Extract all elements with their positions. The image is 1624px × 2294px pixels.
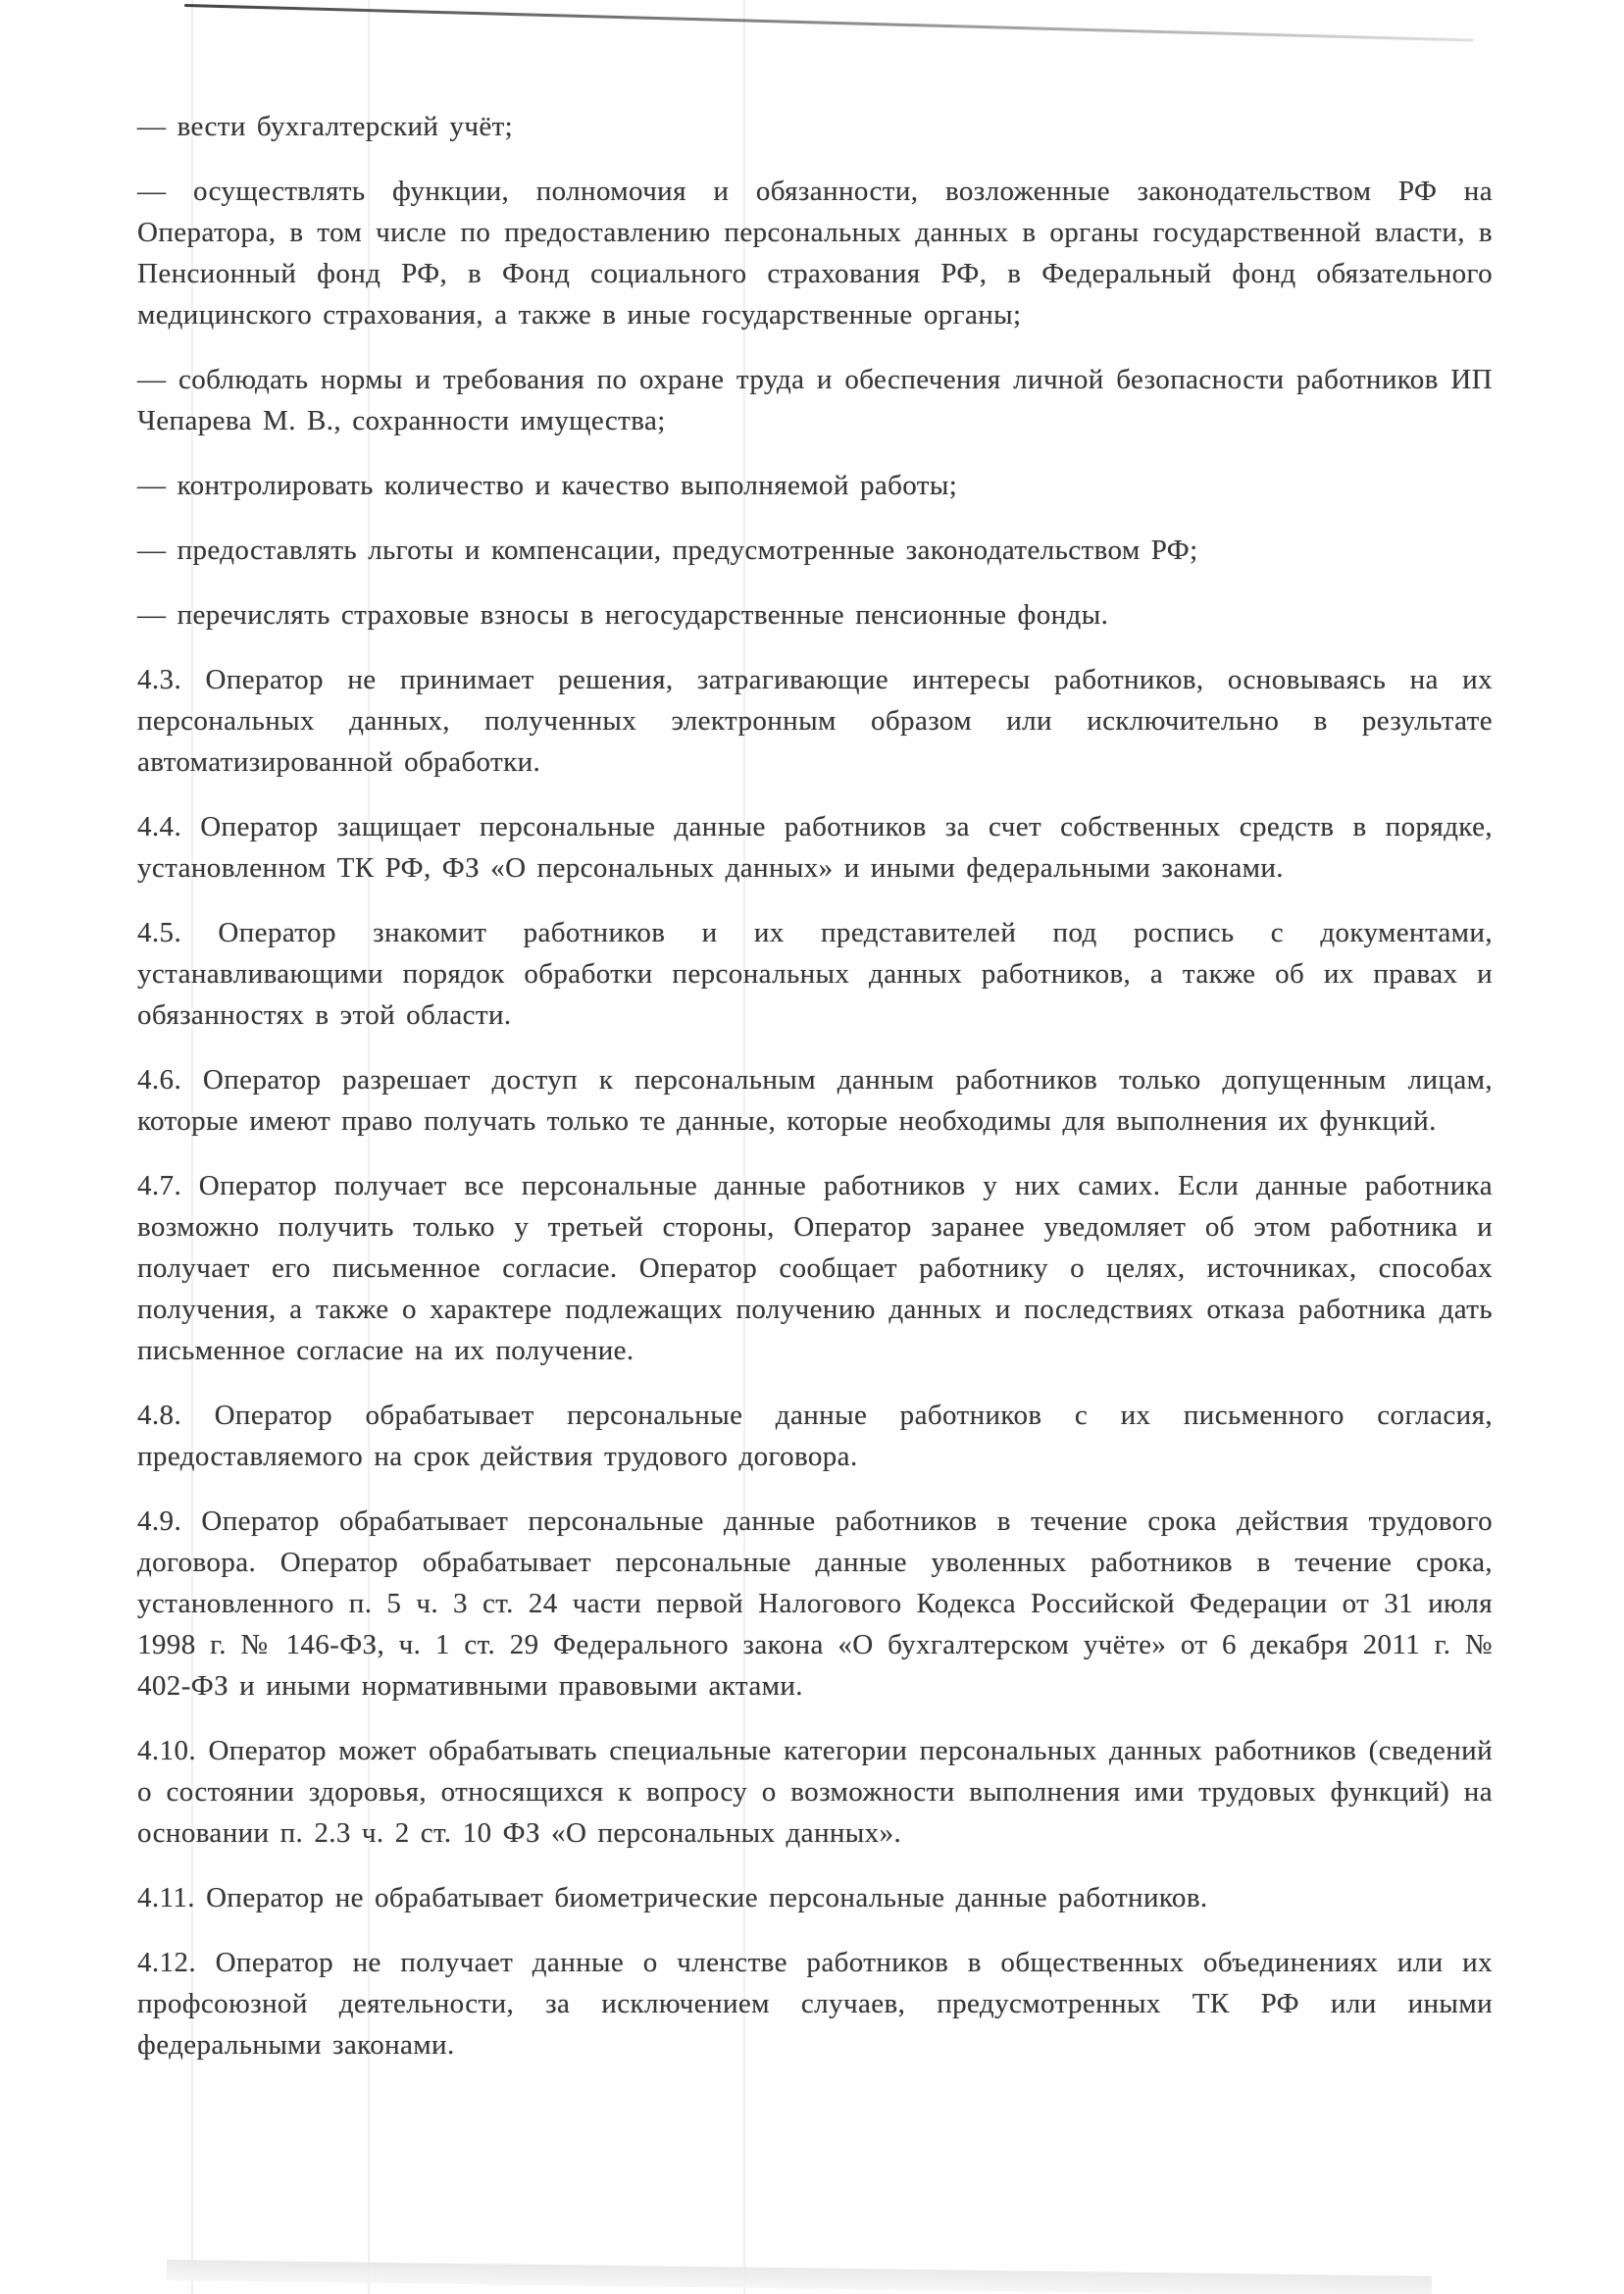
clause-number: 4.5. [137,917,182,948]
bullet-dash: — [137,535,167,566]
clause-number: 4.12. [137,1947,196,1978]
bullet-dash: — [137,599,167,631]
clause-4-9 [137,1501,1493,1707]
bullet-item-quality-control [137,465,1493,506]
clause-number: 4.11. [137,1882,195,1913]
clause-number: 4.10. [137,1735,196,1766]
document-body [137,106,1493,2089]
clause-number: 4.9. [137,1505,182,1537]
clause-4-11 [137,1877,1493,1918]
clause-number: 4.3. [137,664,182,695]
clause-number: 4.4. [137,811,182,842]
clause-text: Оператор обрабатывает персональные данные работников с их письменного согласия, предоставляемого на срок действия трудового договора. [137,1400,1493,1472]
clause-4-10 [137,1730,1493,1854]
scan-bottom-shadow-artifact [167,2260,1432,2294]
clause-text: Оператор знакомит работников и их представителей под роспись с документами, устанавливающими порядок обработки персональных данных работников, а также об их правах и обязанностях в этой области. [137,917,1493,1031]
bullet-item-benefits [137,530,1493,571]
clause-4-12 [137,1942,1493,2065]
bullet-text: контролировать количество и качество выполняемой работы; [177,470,958,501]
clause-4-5 [137,912,1493,1036]
clause-4-6 [137,1059,1493,1142]
bullet-text: предоставлять льготы и компенсации, предусмотренные законодательством РФ; [177,535,1198,566]
scan-top-edge-artifact [184,4,1474,42]
bullet-dash: — [137,176,167,207]
bullet-text: перечислять страховые взносы в негосударственные пенсионные фонды. [177,599,1109,631]
bullet-text: вести бухгалтерский учёт; [177,111,514,142]
clause-number: 4.8. [137,1400,182,1431]
bullet-item-functions [137,171,1493,335]
bullet-text: соблюдать нормы и требования по охране труда и обеспечения личной безопасности работников ИП Чепарева М. В., сохранности имущества; [137,364,1493,436]
clause-text: Оператор разрешает доступ к персональным данным работников только допущенным лицам, которые имеют право получать только те данные, которые необходимы для выполнения их функций. [137,1064,1493,1137]
bullet-item-labor-safety [137,359,1493,441]
clause-text: Оператор не получает данные о членстве работников в общественных объединениях или их профсоюзной деятельности, за исключением случаев, предусмотренных ТК РФ или иными федеральными законами. [137,1947,1494,2061]
clause-4-4 [137,806,1493,889]
bullet-text: осуществлять функции, полномочия и обязанности, возложенные законодательством РФ на Оператора, в том числе по предоставлению персональных данных в органы государственной власти, в Пенсионный фонд РФ, в Фонд социального страхования РФ, в Федеральный фонд обязательного медицинского страхования, а также в иные государственные органы; [137,176,1493,331]
bullet-item-accounting [137,106,1493,147]
clause-number: 4.7. [137,1170,182,1201]
bullet-dash: — [137,364,167,395]
clause-4-7 [137,1165,1493,1371]
clause-text: Оператор не обрабатывает биометрические персональные данные работников. [206,1882,1208,1913]
bullet-item-pension-contributions [137,594,1493,636]
clause-text: Оператор обрабатывает персональные данные работников в течение срока действия трудового договора. Оператор обрабатывает персональные данные уволенных работников в течение срока, установленного п. 5 ч. 3 ст. 24 части первой Налогового Кодекса Российской Федерации от 31 июля 1998 г. № 146-ФЗ, ч. 1 ст. 29 Федерального закона «О бухгалтерском учёте» от 6 декабря 2011 г. № 402-ФЗ и иными нормативными правовыми актами. [137,1505,1493,1702]
clause-4-8 [137,1395,1493,1477]
clause-text: Оператор защищает персональные данные работников за счет собственных средств в порядке, установленном ТК РФ, ФЗ «О персональных данных» и иными федеральными законами. [137,811,1493,884]
bullet-dash: — [137,111,167,142]
bullet-dash: — [137,470,167,501]
clause-4-3 [137,659,1493,783]
clause-text: Оператор получает все персональные данные работников у них самих. Если данные работника возможно получить только у третьей стороны, Оператор заранее уведомляет об этом работника и получает его письменное согласие. Оператор сообщает работнику о целях, источниках, способах получения, а также о характере подлежащих получению данных и последствиях отказа работника дать письменное согласие на их получение. [137,1170,1493,1366]
clause-text: Оператор не принимает решения, затрагивающие интересы работников, основываясь на их персональных данных, полученных электронным образом или исключительно в результате автоматизированной обработки. [137,664,1494,778]
clause-number: 4.6. [137,1064,182,1096]
clause-text: Оператор может обрабатывать специальные категории персональных данных работников (сведений о состоянии здоровья, относящихся к вопросу о возможности выполнения ими трудовых функций) на основании п. 2.3 ч. 2 ст. 10 ФЗ «О персональных данных». [137,1735,1493,1849]
